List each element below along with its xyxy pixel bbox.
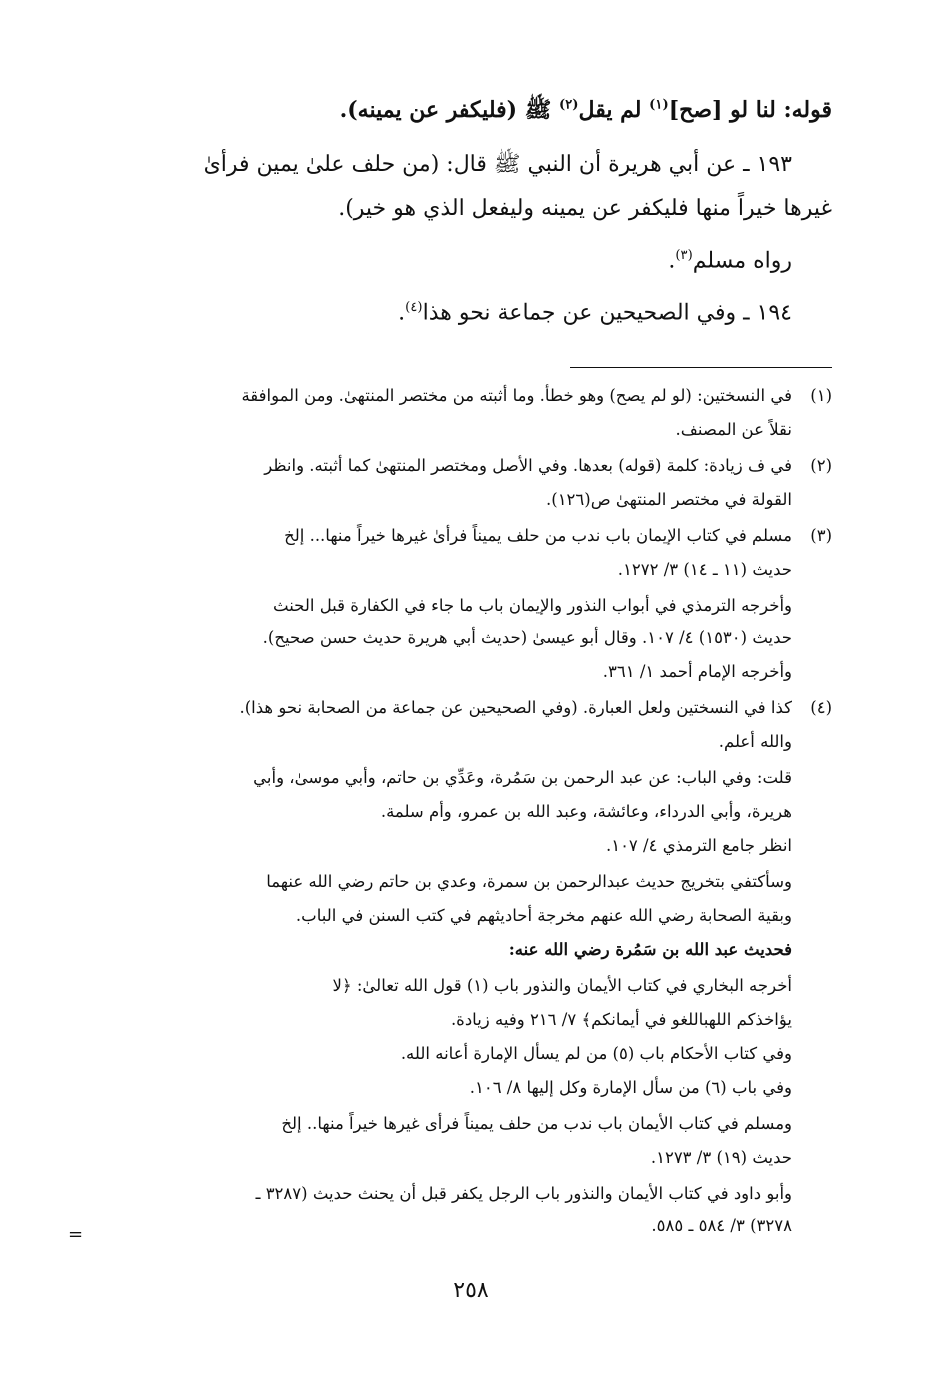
footnote-4-line: ومسلم في كتاب الأيمان باب ندب من حلف يميناً فرأى غيرها خيراً منها.. إلخ (281, 1114, 792, 1133)
footnote-4-line: وسأكتفي بتخريج حديث عبدالرحمن بن سمرة، وعدي بن حاتم رضي الله عنهما (266, 872, 792, 891)
footnote-4-line: هريرة، وأبي الدرداء، وعائشة، وعبد الله بن عمرو، وأم سلمة. (380, 802, 792, 821)
footnote-2-number: (٢) (810, 456, 832, 475)
continuation-mark: = (68, 1224, 84, 1245)
hadith-194: ١٩٤ ـ وفي الصحيحين عن جماعة نحو هذا$^{(٤)}$. (398, 300, 792, 326)
footnote-4-line: أخرجه البخاري في كتاب الأيمان والنذور باب (١) قول الله تعالىٰ: ﴿لا (332, 976, 792, 995)
footnote-3-line: حديث (١١ ـ ١٤) ٣/ ١٢٧٢. (617, 560, 792, 579)
footnote-separator (570, 367, 832, 368)
footnote-1-line: نقلاً عن المصنف. (675, 420, 792, 439)
footnote-4-subheading: فحديث عبد الله بن سَمُرة رضي الله عنه: (508, 940, 792, 959)
footnote-4-line: انظر جامع الترمذي ٤/ ١٠٧. (605, 836, 792, 855)
hadith-193-source: رواه مسلم$^{(٣)}$. (668, 248, 792, 274)
footnote-4-line: والله أعلم. (718, 732, 792, 751)
section-heading: قوله: لنا لو [صح]$^{(١)}$ لم يقل$^{(٢)}$ ﷺ (فليكفر عن يمينه). (339, 97, 832, 123)
hadith-193-line-1: ١٩٣ ـ عن أبي هريرة أن النبي ﷺ قال: (من حلف علىٰ يمين فرأىٰ (203, 152, 792, 177)
page-number: ٢٥٨ (453, 1278, 489, 1303)
footnote-2-line: في ف زيادة: كلمة (قوله) بعدها. وفي الأصل ومختصر المنتهىٰ كما أثبته. وانظر (264, 456, 792, 475)
footnote-1-number: (١) (810, 386, 832, 405)
footnote-4-line: قلت: وفي الباب: عن عبد الرحمن بن سَمُرة، وعَدِّي بن حاتم، وأبي موسىٰ، وأبي (253, 768, 792, 787)
footnote-1-line: في النسختين: (لو لم يصح) وهو خطأ. وما أثبته من مختصر المنتهىٰ. ومن الموافقة (241, 386, 792, 405)
footnote-4-line: وبقية الصحابة رضي الله عنهم مخرجة أحاديثهم في كتب السنن في الباب. (295, 906, 792, 925)
footnote-4-line: يؤاخذكم اللهباللغو في أيمانكم﴾ ٧/ ٢١٦ وفيه زيادة. (450, 1010, 792, 1029)
footnote-3-line: مسلم في كتاب الإيمان باب ندب من حلف يميناً فرأىٰ غيرها خيراً منها... إلخ (284, 526, 792, 545)
footnote-3-number: (٣) (810, 526, 832, 545)
footnote-4-line: وفي باب (٦) من سأل الإمارة وكل إليها ٨/ ١٠٦. (469, 1078, 792, 1097)
footnote-4-line: وفي كتاب الأحكام باب (٥) من لم يسأل الإمارة أعانه الله. (400, 1044, 792, 1063)
footnote-3-line: وأخرجه الإمام أحمد ١/ ٣٦١. (602, 662, 792, 681)
footnote-3-line: وأخرجه الترمذي في أبواب النذور والإيمان باب ما جاء في الكفارة قبل الحنث (273, 596, 792, 615)
footnote-2-line: القولة في مختصر المنتهىٰ ص(١٢٦). (546, 490, 792, 509)
footnote-4-line: ٣٢٧٨) ٣/ ٥٨٤ ـ ٥٨٥. (651, 1216, 792, 1235)
footnote-4-line: وأبو داود في كتاب الأيمان والنذور باب الرجل يكفر قبل أن يحنث حديث (٣٢٨٧ ـ (255, 1184, 792, 1203)
footnote-3-line: حديث (١٥٣٠) ٤/ ١٠٧. وقال أبو عيسىٰ (حديث أبي هريرة حديث حسن صحيح). (262, 628, 792, 647)
footnote-4-number: (٤) (810, 698, 832, 717)
hadith-193-line-2: غيرها خيراً منها فليكفر عن يمينه وليفعل الذي هو خير). (338, 196, 832, 221)
footnote-4-line: حديث (١٩) ٣/ ١٢٧٣. (650, 1148, 792, 1167)
footnote-4-line: كذا في النسختين ولعل العبارة. (وفي الصحيحين عن جماعة من الصحابة نحو هذا). (239, 698, 792, 717)
